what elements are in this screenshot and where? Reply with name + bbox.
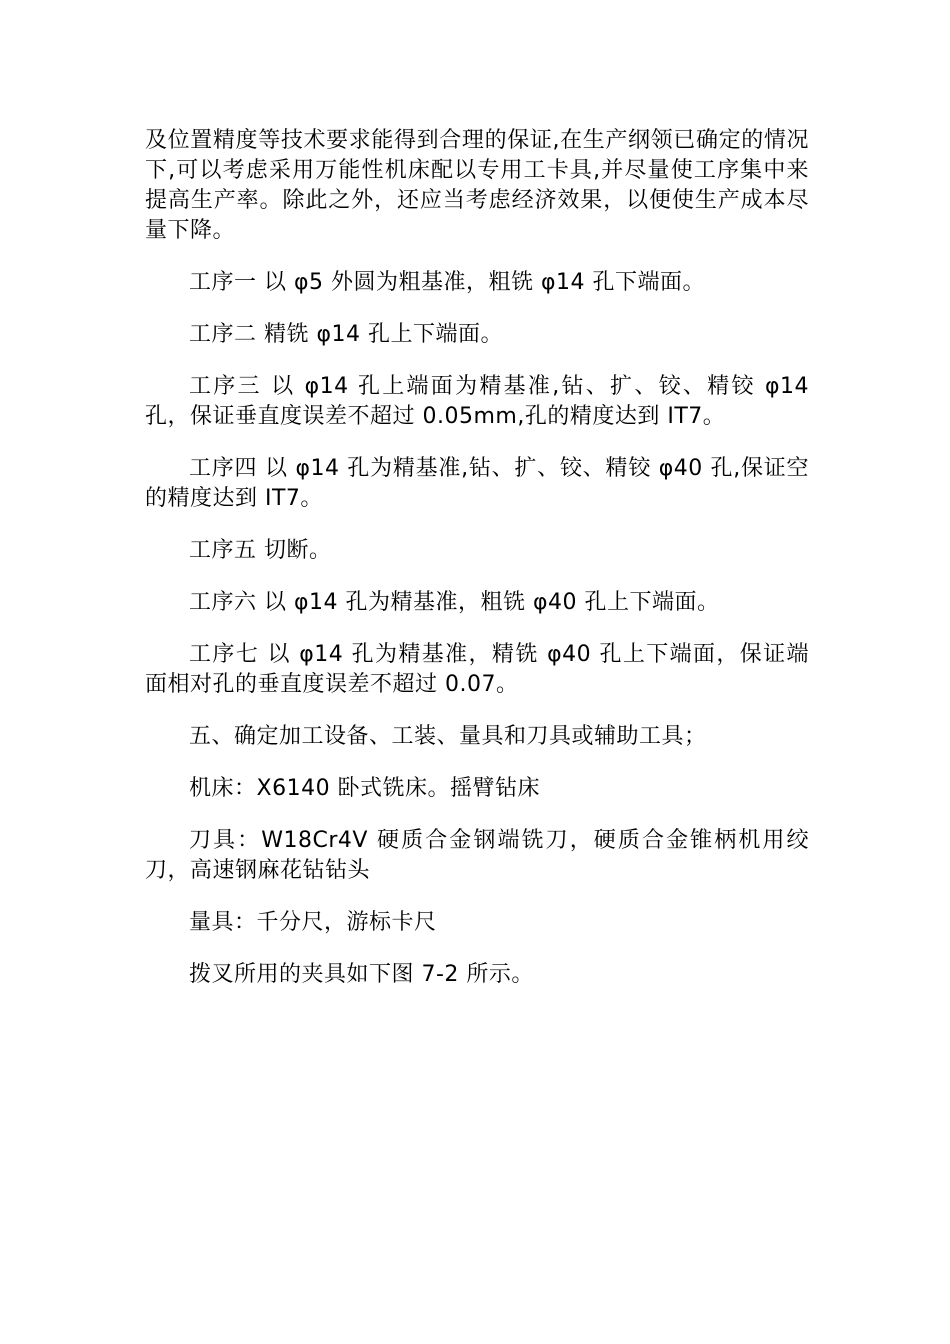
paragraph-machine-tools: 机床：X6140 卧式铣床。摇臂钻床 [189,776,541,801]
paragraph-process-3: 工序三 以 φ14 孔上端面为精基准,钻、扩、铰、精铰 φ14 孔，保证垂直度误差不超过 0.05mm,孔的精度达到 IT7。 [145,374,809,429]
paragraph-fixture-note: 拨叉所用的夹具如下图 7-2 所示。 [189,962,534,987]
paragraph-section-5-heading: 五、确定加工设备、工装、量具和刀具或辅助工具； [189,724,707,749]
paragraph-process-6: 工序六 以 φ14 孔为精基准，粗铣 φ40 孔上下端面。 [189,590,720,615]
paragraph-intro: 及位置精度等技术要求能得到合理的保证,在生产纲领已确定的情况下,可以考虑采用万能性机床配以专用工卡具,并尽量使工序集中来提高生产率。除此之外，还应当考虑经济效果，以便使生产成本尽量下降。 [145,128,809,243]
paragraph-cutting-tools: 刀具：W18Cr4V 硬质合金钢端铣刀，硬质合金锥柄机用绞刀，高速钢麻花钻钻头 [145,828,809,883]
paragraph-process-1: 工序一 以 φ5 外圆为粗基准，粗铣 φ14 孔下端面。 [189,270,705,295]
paragraph-process-5: 工序五 切断。 [189,538,332,563]
document-body [145,126,809,990]
paragraph-measuring-tools: 量具：千分尺，游标卡尺 [189,910,437,935]
paragraph-process-2: 工序二 精铣 φ14 孔上下端面。 [189,322,503,347]
paragraph-process-7: 工序七 以 φ14 孔为精基准，精铣 φ40 孔上下端面，保证端面相对孔的垂直度误差不超过 0.07。 [145,642,809,697]
paragraph-process-4: 工序四 以 φ14 孔为精基准,钻、扩、铰、精铰 φ40 孔,保证空的精度达到 IT7。 [145,456,809,511]
